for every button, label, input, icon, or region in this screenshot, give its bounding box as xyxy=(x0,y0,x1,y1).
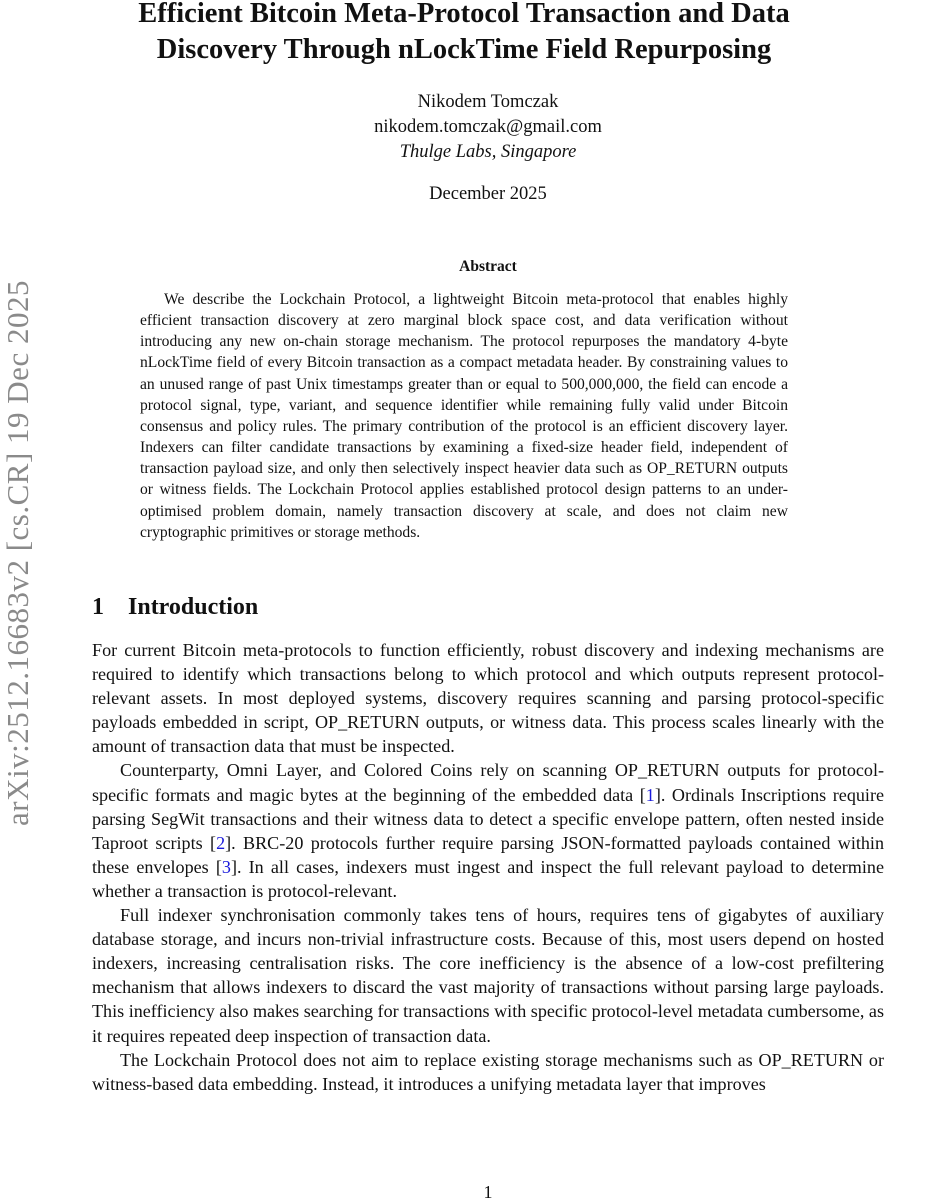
arxiv-stamp: arXiv:2512.16683v2 [cs.CR] 19 Dec 2025 xyxy=(0,280,35,826)
author-email: nikodem.tomczak@gmail.com xyxy=(374,117,602,137)
text: ]. In all cases, indexers must ingest and inspect the full relevant payload to determine whether a transaction is protocol-relevant. xyxy=(92,856,884,901)
paragraph xyxy=(92,758,884,903)
text: ]. BRC-20 protocols further require parsing JSON-formatted payloads contained within these envelopes [ xyxy=(92,832,885,877)
text: ]. Ordinals Inscriptions require parsing SegWit transactions and their witness data to detect a specific envelope pattern, often nested inside Taproot scripts [ xyxy=(92,784,884,853)
section-heading xyxy=(92,594,258,621)
citation-link[interactable]: 1 xyxy=(645,784,655,805)
abstract-text: We describe the Lockchain Protocol, a lightweight Bitcoin meta-protocol that enables highly efficient transaction discovery at zero marginal block space cost, and data verification without introducing any new on-chain storage mechanism. The protocol repurposes the mandatory 4-byte nLockTime field of every Bitcoin transaction as a compact metadata header. By constraining values to an unused range of past Unix timestamps greater than or equal to 500,000,000, the field can encode a protocol signal, type, variant, and sequence identifier while remaining fully valid under Bitcoin consensus and policy rules. The primary contribution of the protocol is an efficient discovery layer. Indexers can filter candidate transactions by examining a fixed-size header field, independent of transaction payload size, and only then selectively inspect heavier data such as OP_RETURN outputs or witness fields. The Lockchain Protocol applies established protocol design patterns to an under-optimised problem domain, namely transaction discovery at scale, and does not claim new cryptographic primitives or storage methods. xyxy=(140,291,788,541)
title-line-1: Efficient Bitcoin Meta-Protocol Transaction and Data xyxy=(138,0,790,29)
citation-link[interactable]: 2 xyxy=(216,832,226,853)
paragraph: Full indexer synchronisation commonly takes tens of hours, requires tens of gigabytes of auxiliary database storage, and incurs non-trivial infrastructure costs. Because of this, most users depend on hosted indexers, increasing centralisation risks. The core inefficiency is the absence of a low-cost prefiltering mechanism that allows indexers to discard the vast majority of transactions without parsing large payloads. This inefficiency also makes searching for transactions with specific protocol-level metadata cumbersome, as it requires repeated deep inspection of transaction data. xyxy=(92,905,884,1046)
abstract-heading: Abstract xyxy=(459,258,517,275)
section-title: Introduction xyxy=(128,594,259,620)
intro-body xyxy=(92,638,884,1096)
section-number: 1 xyxy=(92,594,104,620)
author-affiliation: Thulge Labs, Singapore xyxy=(399,142,577,162)
text: Counterparty, Omni Layer, and Colored Coins rely on scanning OP_RETURN outputs for protocol-specific formats and magic bytes at the beginning of the embedded data [ xyxy=(92,760,884,805)
citation-link[interactable]: 3 xyxy=(221,856,231,877)
page-number: 1 xyxy=(483,1182,493,1202)
paper-date: December 2025 xyxy=(429,184,547,204)
paragraph: For current Bitcoin meta-protocols to function efficiently, robust discovery and indexing mechanisms are required to identify which transactions belong to which protocol and which outputs represent protocol-relevant assets. In most deployed systems, discovery requires scanning and parsing protocol-specific payloads embedded in script, OP_RETURN outputs, or witness data. This process scales linearly with the amount of transaction data that must be inspected. xyxy=(92,640,884,757)
author-name: Nikodem Tomczak xyxy=(417,92,559,112)
paragraph: The Lockchain Protocol does not aim to replace existing storage mechanisms such as OP_RETURN or witness-based data embedding. Instead, it introduces a unifying metadata layer that improves xyxy=(92,1049,884,1094)
title-line-2: Discovery Through nLockTime Field Repurposing xyxy=(156,34,772,65)
paper-title xyxy=(60,0,868,68)
